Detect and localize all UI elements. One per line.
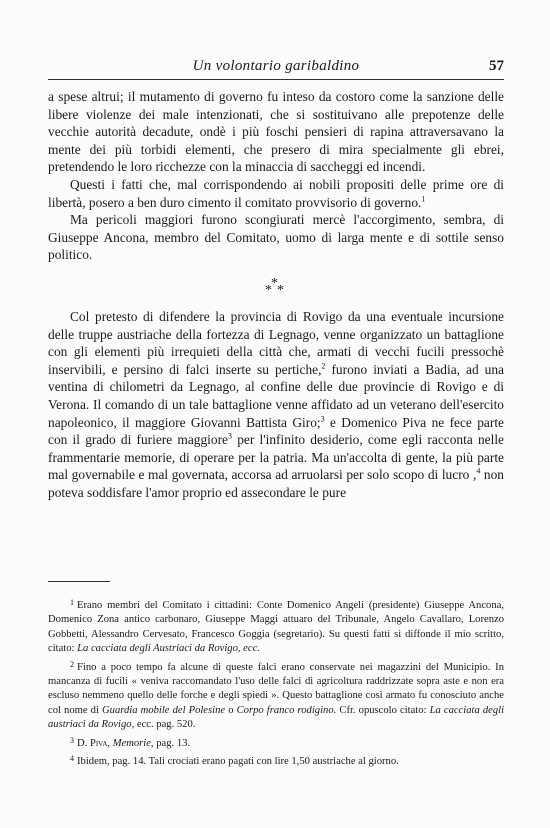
footnote-2: $^2$ Fino a poco tempo fa alcune di queste falci erano conservate nei magazzini del Municipio. In mancanza di fucili « veniva raccomandato l'uso delle falci di agricoltura raddrizzate sopra aste e non era escluso nemmeno quello delle forche e degli spiedi ». Questo battaglione così armato fu conosciuto anche col nome di Guardia mobile del Polesine o Corpo franco rodigino. Cfr. opuscolo citato: La cacciata degli austriaci da Rovigo, ecc. pag. 520. [48,659,505,731]
footnote-4: $^4$ Ibidem, pag. 14. Tali crociati erano pagati con lire 1,50 austriache al giorno. [70,754,399,768]
section-break-asterism [48,264,504,308]
paragraph-4: Col pretesto di difendere la provincia di Rovigo da una eventuale incursione delle truppe austriache della fortezza di Legnago, venne organizzato un battaglione con gli elementi più irrequieti della città che, armati di vecchi fucili pressochè inservibili, e persino di falci inserte su pertiche,$^2$ furono inviati a Badia, ad una ventina di chilometri da Legnago, al confine delle due provincie di Rovigo e di Verona. Il comando di un tale battaglione venne affidato ad un veterano dell'esercito napoleonico, il maggiore Giovanni Battista Giro;$^3$ e Domenico Piva ne fece parte con il grado di furiere maggiore$^3$ per l'infinito desiderio, come egli racconta nelle frammentarie memorie, di operare per la patria. Ma un'accolta di gente, la più parte mal governabile e mal governata, accorsa ad arruolarsi per solo scopo di lucro ,$^4$ non poteva soddisfare l'amor proprio ed assecondare le pure [48,308,505,500]
paragraph-1: a spese altrui; il mutamento di governo fu inteso da costoro come la sanzione delle libere violenze dei male intenzionati, che si sostituivano alle prepotenze delle vecchie autorità decadute, ondè i più foschi pensieri di rapina attraversavano la mente dei più torbidi elementi, che presero di mira specialmente gli ebrei, pretendendo le loro ricchezze con la minaccia di saccheggi ed incendi. [48,89,504,175]
asterism-star-top: * [271,275,278,291]
running-title: Un volontario garibaldino [192,58,360,74]
footnotes [48,596,504,770]
asterism-star-right: * [277,282,284,298]
footnote-ref-3a: 3 [320,414,325,424]
footnote-ref-2: 2 [321,361,326,371]
footnote-ref-3b: 3 [227,431,232,441]
header-rule [48,79,504,80]
footnote-3: $^3$ D. Piva, Memorie, pag. 13. [70,735,191,749]
page-number: 57 [489,58,504,74]
asterism-star-left: * [265,282,272,298]
footnote-ref-1: 1 [421,194,426,204]
footnote-rule [48,581,110,582]
paragraph-2: Questi i fatti che, mal corrispondendo ai nobili propositi delle prime ore di libertà, posero a ben duro cimento il comitato provvisorio di governo.$^1$ [48,176,504,210]
paragraph-3: Ma pericoli maggiori furono scongiurati mercè l'accorgimento, sembra, di Giuseppe Ancona, membro del Comitato, uomo di larga mente e di sottile senso politico. [48,212,504,263]
footnote-1: $^1$ Erano membri del Comitato i cittadini: Conte Domenico Angeli (presidente) Giuseppe Ancona, Domenico Zona antico carbonaro, Giuseppe Maggi attuaro del Tribunale, Angelo Cavallaro, Lorenzo Gobbetti, Alessandro Cervesato, Francesco Goggia (segretario). Su questi fatti si diffonde il mio scritto, citato: La cacciata degli Austriaci da Rovigo, ecc. [48,598,504,655]
body-text [48,88,504,501]
footnote-ref-4: 4 [476,466,481,476]
running-head [48,58,504,78]
